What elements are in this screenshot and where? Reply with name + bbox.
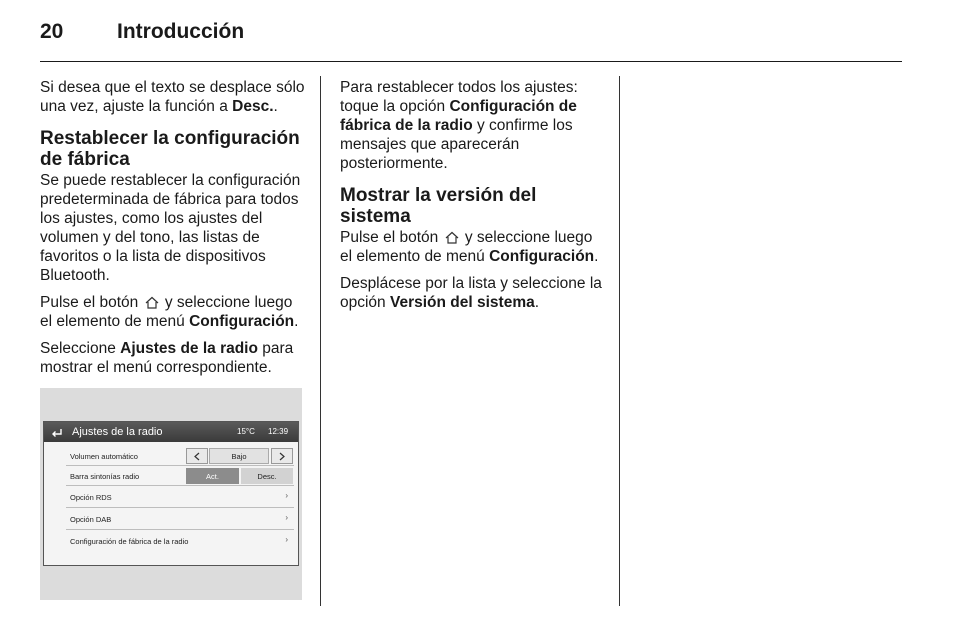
chevron-left-icon [193, 452, 201, 461]
increase-button[interactable] [271, 448, 293, 464]
on-toggle-button[interactable]: Act. [186, 468, 239, 484]
chevron-right-icon: › [285, 535, 288, 544]
back-arrow-icon[interactable] [50, 425, 64, 439]
temperature-readout: 15°C [237, 427, 255, 436]
chevron-right-icon [278, 452, 286, 461]
screen-illustration [40, 388, 302, 600]
setting-label: Opción DAB [70, 515, 112, 524]
setting-label: Opción RDS [70, 493, 112, 502]
radio-settings-screen [43, 421, 299, 566]
paragraph: Pulse el botón y seleccione luego el elemento de menú Configuración. [40, 294, 299, 330]
menu-term: Configuración [489, 248, 595, 265]
setting-label: Barra sintonías radio [70, 472, 140, 481]
menu-term: Configuración [189, 313, 295, 330]
setting-row-factory-reset[interactable] [66, 530, 294, 552]
menu-term: Ajustes de la radio [120, 340, 258, 357]
auto-volume-value: Bajo [209, 448, 269, 464]
clock-readout: 12:39 [268, 427, 289, 436]
column-divider [320, 76, 321, 606]
paragraph: Pulse el botón y seleccione luego el elemento de menú Configuración. [340, 229, 599, 265]
menu-term: Desc. [232, 98, 274, 115]
paragraph: Seleccione Ajustes de la radio para mostrar el menú correspondiente. [40, 340, 294, 376]
chapter-title: Introducción [117, 20, 245, 43]
decrease-button[interactable] [186, 448, 208, 464]
setting-row-dab[interactable] [66, 508, 294, 530]
page-number: 20 [40, 20, 64, 43]
setting-row-rds[interactable] [66, 486, 294, 508]
chevron-right-icon: › [285, 491, 288, 500]
screen-title-bar [44, 422, 298, 442]
home-icon [445, 231, 459, 244]
page-header [40, 18, 902, 62]
setting-label: Configuración de fábrica de la radio [70, 537, 189, 546]
paragraph: Desplácese por la lista y seleccione la opción Versión del sistema. [340, 275, 602, 311]
paragraph: Para restablecer todos los ajustes: toque la opción Configuración de fábrica de la radio y confirme los mensajes que aparecerán posteriormente. [340, 79, 578, 172]
chevron-right-icon: › [285, 513, 288, 522]
paragraph: Se puede restablecer la configuración predeterminada de fábrica para todos los ajustes, como los ajustes del volumen y del tono, las listas de favoritos o la lista de dispositivos Bluetooth. [40, 172, 301, 284]
text-column-middle [340, 78, 604, 320]
section-heading: Mostrar la versión del sistema [340, 185, 537, 227]
setting-row-tuning-bar [66, 466, 294, 486]
menu-term: Configuración de fábrica de la radio [340, 98, 577, 134]
section-heading: Restablecer la configuración de fábrica [40, 128, 300, 170]
settings-list [66, 446, 294, 552]
text-column-left [40, 78, 308, 385]
setting-row-auto-volume [66, 446, 294, 466]
menu-term: Versión del sistema [389, 294, 535, 311]
setting-label: Volumen automático [70, 452, 138, 461]
paragraph: Si desea que el texto se desplace sólo una vez, ajuste la función a Desc.. [40, 79, 305, 115]
off-toggle-button[interactable]: Desc. [241, 468, 293, 484]
home-icon [145, 296, 159, 309]
screen-title: Ajustes de la radio [72, 426, 163, 438]
column-divider [619, 76, 620, 606]
